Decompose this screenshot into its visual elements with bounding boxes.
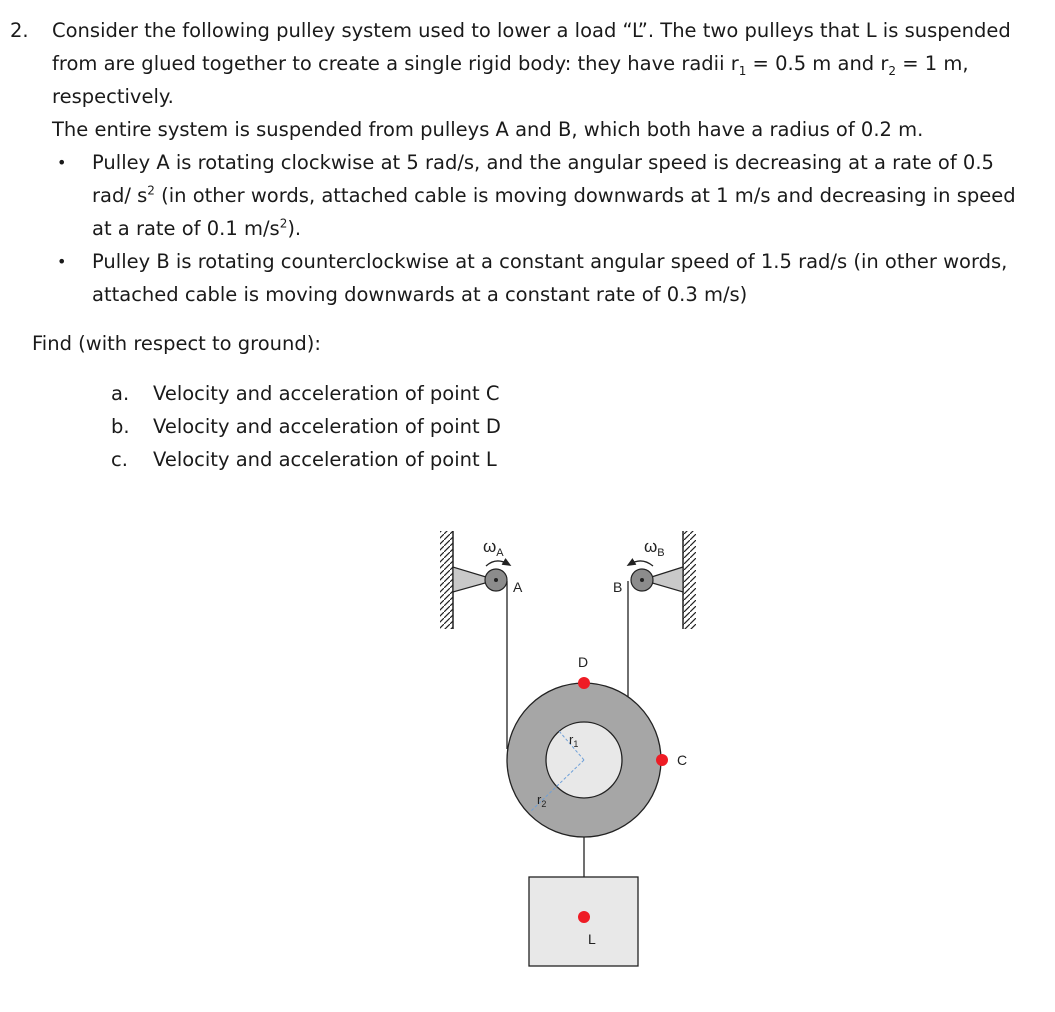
task-a-text: Velocity and acceleration of point C [153, 382, 500, 405]
pulley-b-axle [640, 578, 644, 582]
bullet-1-line-2-pre: rad/ s [92, 184, 148, 207]
point-l-marker [578, 911, 590, 923]
task-a-letter: a. [111, 382, 130, 405]
point-d-marker [578, 677, 590, 689]
point-c-label: C [677, 752, 688, 768]
task-c-letter: c. [111, 448, 128, 471]
bullet-1-line-3-sup: 2 [279, 216, 288, 231]
r1-subscript: 1 [738, 63, 747, 78]
bullet-1-line-3-pre: at a rate of 0.1 m/s [92, 217, 280, 240]
intro-line-2-post: = 1 m, [896, 52, 969, 75]
omega-a-label: $\omega_A$ [483, 537, 504, 559]
bullet-1-line-1: Pulley A is rotating clockwise at 5 rad/s, and the angular speed is decreasing at a rate of 0.5 [92, 151, 994, 174]
pulley-b-label: B [613, 579, 623, 595]
r2-subscript: 2 [888, 63, 897, 78]
bullet-2-line-1: Pulley B is rotating counterclockwise at a constant angular speed of 1.5 rad/s (in other words, [92, 250, 1008, 273]
bullet-2-symbol: • [57, 252, 67, 271]
bullet-1-line-2-post: (in other words, attached cable is moving downwards at 1 m/s and decreasing in speed [154, 184, 1016, 207]
task-b-letter: b. [111, 415, 130, 438]
intro-line-2-pre: from are glued together to create a single rigid body: they have radii r [52, 52, 739, 75]
intro-line-3: respectively. [52, 85, 174, 108]
find-label: Find (with respect to ground): [32, 332, 321, 355]
problem-number: 2. [10, 19, 29, 42]
intro-line-4: The entire system is suspended from pulleys A and B, which both have a radius of 0.2 m. [52, 118, 924, 141]
task-b-text: Velocity and acceleration of point D [153, 415, 501, 438]
intro-line-2-mid: = 0.5 m and r [746, 52, 889, 75]
task-c-text: Velocity and acceleration of point L [153, 448, 497, 471]
bullet-1-symbol: • [57, 153, 67, 172]
r2-label: $r_2$ [537, 792, 547, 809]
r1-label: $r_1$ [569, 732, 579, 749]
bullet-1-line-3-post: ). [287, 217, 302, 240]
point-d-label: D [578, 654, 589, 670]
left-wall [440, 531, 453, 629]
pulley-a-label: A [513, 579, 523, 595]
bullet-2-line-2: attached cable is moving downwards at a constant rate of 0.3 m/s) [92, 283, 748, 306]
intro-line-1: Consider the following pulley system used to lower a load “L”. The two pulleys that L is suspended [52, 19, 1011, 42]
omega-b-arrow [630, 561, 653, 566]
point-c-marker [656, 754, 668, 766]
right-wall [683, 531, 696, 629]
pulley-a-axle [494, 578, 498, 582]
omega-b-label: $\omega_B$ [644, 537, 665, 559]
bullet-1-line-2-sup: 2 [147, 183, 155, 198]
omega-a-arrow [486, 561, 508, 566]
point-l-label: L [588, 931, 596, 947]
